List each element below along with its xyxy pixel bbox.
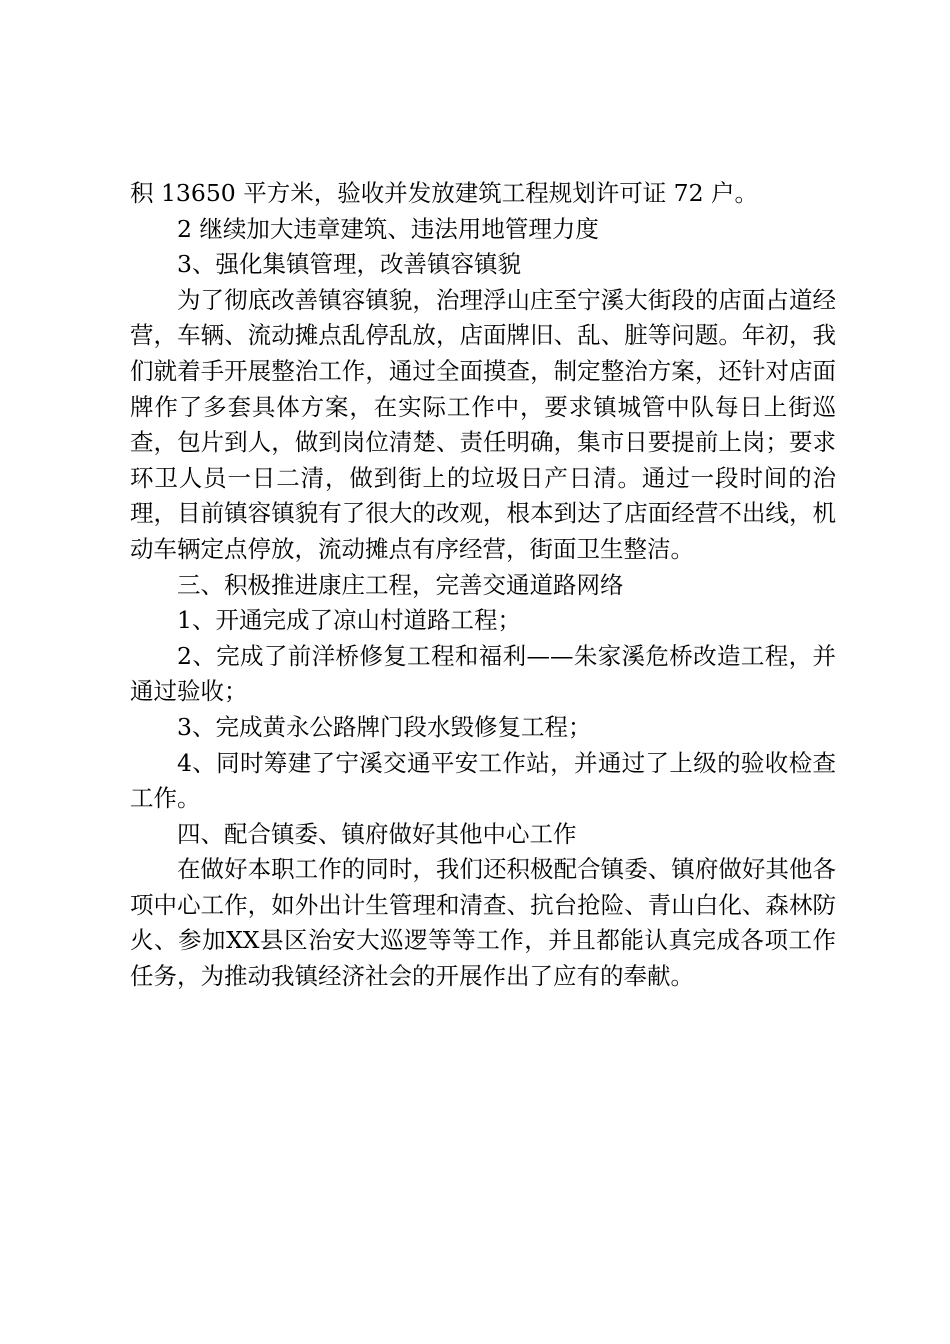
subheading-3: 3、强化集镇管理，改善镇容镇貌 (177, 250, 521, 279)
document-body (130, 176, 836, 995)
paragraph-other-work: 在做好本职工作的同时，我们还积极配合镇委、镇府做好其他各项中心工作，如外出计生管理和清查、抗台抢险、青山白化、森林防火、参加XX县区治安大巡逻等等工作，并且都能认真完成各项工作任务，为推动我镇经济社会的开展作出了应有的奉献。 (130, 855, 836, 991)
list-item-1: 1、开通完成了凉山村道路工程； (177, 606, 521, 635)
list-item-2: 2、完成了前洋桥修复工程和福利——朱家溪危桥改造工程，并通过验收； (130, 641, 836, 706)
subheading-2: 2 继续加大违章建筑、违法用地管理力度 (177, 214, 599, 243)
paragraph-continuation: 积 13650 平方米，验收并发放建筑工程规划许可证 72 户。 (130, 179, 759, 207)
section-heading-4: 四、配合镇委、镇府做好其他中心工作 (177, 819, 577, 848)
list-item-4: 4、同时筹建了宁溪交通平安工作站，并通过了上级的验收检查工作。 (130, 748, 836, 813)
list-item-3: 3、完成黄永公路牌门段水毁修复工程； (177, 712, 592, 741)
paragraph-town-improvement: 为了彻底改善镇容镇貌，治理浮山庄至宁溪大街段的店面占道经营，车辆、流动摊点乱停乱放，店面牌旧、乱、脏等问题。年初，我们就着手开展整治工作，通过全面摸查，制定整治方案，还针对店面牌作了多套具体方案，在实际工作中，要求镇城管中队每日上街巡查，包片到人，做到岗位清楚、责任明确，集市日要提前上岗；要求环卫人员一日二清，做到街上的垃圾日产日清。通过一段时间的治理，目前镇容镇貌有了很大的改观，根本到达了店面经营不出线，机动车辆定点停放，流动摊点有序经营，街面卫生整洁。 (130, 285, 836, 563)
section-heading-3: 三、积极推进康庄工程，完善交通道路网络 (177, 570, 624, 599)
